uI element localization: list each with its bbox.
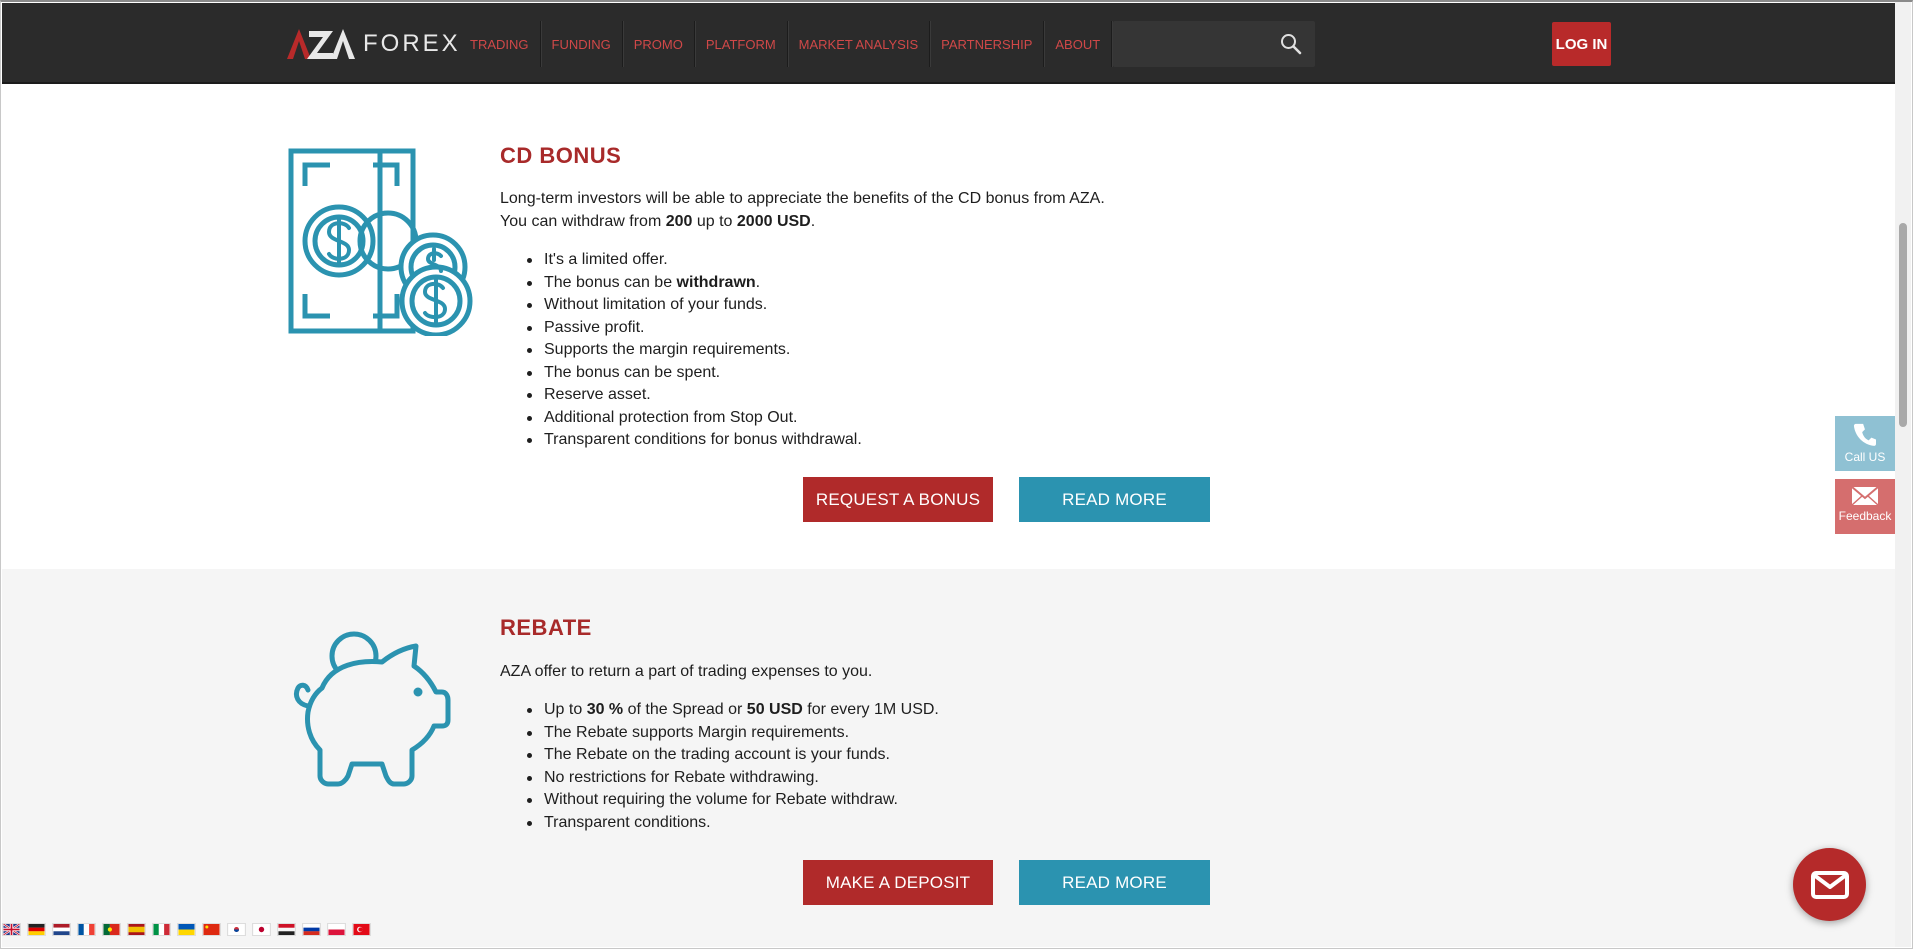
nav-promo[interactable]: PROMO xyxy=(623,21,695,67)
feedback-widget[interactable] xyxy=(1835,479,1895,534)
list-item: No restrictions for Rebate withdrawing. xyxy=(544,767,1144,790)
page-scrollbar[interactable] xyxy=(1895,2,1911,947)
search-box xyxy=(1113,21,1315,67)
list-item: Passive profit. xyxy=(544,317,1144,340)
flag-ukraine-icon[interactable] xyxy=(177,923,196,936)
list-item: The bonus can be withdrawn. xyxy=(544,272,1144,295)
cd-bonus-intro-line1: Long-term investors will be able to appreciate the benefits of the CD bonus from AZA. xyxy=(500,190,1105,207)
flag-uk-icon[interactable] xyxy=(2,923,21,936)
main-nav xyxy=(459,21,1112,67)
cd-bonus-intro xyxy=(500,187,1200,233)
flag-turkey-icon[interactable] xyxy=(352,923,371,936)
cd-bonus-title: CD BONUS xyxy=(500,143,622,168)
site-header xyxy=(2,3,1895,84)
cd-bonus-min-amount: 200 xyxy=(665,213,693,230)
list-item: Transparent conditions. xyxy=(544,812,1144,835)
cd-bonus-intro-line2: You can withdraw from 200 up to 2000 USD. xyxy=(500,213,816,230)
flag-portugal-icon[interactable] xyxy=(102,923,121,936)
flag-italy-icon[interactable] xyxy=(152,923,171,936)
flag-japan-icon[interactable] xyxy=(252,923,271,936)
flag-china-icon[interactable] xyxy=(202,923,221,936)
rebate-read-more-button[interactable]: READ MORE xyxy=(1019,860,1210,905)
search-input[interactable] xyxy=(1113,21,1273,67)
money-bill-coins-icon xyxy=(287,148,477,336)
list-item: Supports the margin requirements. xyxy=(544,339,1144,362)
envelope-icon xyxy=(1811,871,1849,899)
phone-icon xyxy=(1853,422,1877,448)
rebate-list xyxy=(544,699,1144,834)
nav-partnership[interactable]: PARTNERSHIP xyxy=(930,21,1044,67)
flag-arabic-icon[interactable] xyxy=(277,923,296,936)
mail-chat-button[interactable] xyxy=(1793,848,1866,921)
login-button[interactable]: LOG IN xyxy=(1552,22,1611,66)
flag-korea-icon[interactable] xyxy=(227,923,246,936)
flag-russia-icon[interactable] xyxy=(302,923,321,936)
rebate-usd: 50 USD xyxy=(746,701,803,718)
cd-bonus-read-more-button[interactable]: READ MORE xyxy=(1019,477,1210,522)
scrollbar-thumb[interactable] xyxy=(1899,223,1907,427)
list-item: It's a limited offer. xyxy=(544,249,1144,272)
search-icon[interactable] xyxy=(1279,32,1303,56)
list-item: The Rebate supports Margin requirements. xyxy=(544,722,1144,745)
list-item: Up to 30 % of the Spread or 50 USD for every 1M USD. xyxy=(544,699,1144,722)
flag-poland-icon[interactable] xyxy=(327,923,346,936)
list-item: Reserve asset. xyxy=(544,384,1144,407)
cd-bonus-max-amount: 2000 USD xyxy=(736,213,811,230)
request-bonus-button[interactable]: REQUEST A BONUS xyxy=(803,477,993,522)
flag-netherlands-icon[interactable] xyxy=(52,923,71,936)
piggy-bank-icon xyxy=(292,626,472,796)
flag-france-icon[interactable] xyxy=(77,923,96,936)
logo[interactable] xyxy=(287,27,461,61)
list-item: Without requiring the volume for Rebate withdraw. xyxy=(544,789,1144,812)
envelope-icon xyxy=(1851,485,1879,507)
cd-bonus-list xyxy=(544,249,1144,452)
flag-germany-icon[interactable] xyxy=(27,923,46,936)
nav-platform[interactable]: PLATFORM xyxy=(695,21,788,67)
feedback-label: Feedback xyxy=(1838,509,1892,523)
list-item: Transparent conditions for bonus withdrawal. xyxy=(544,429,1144,452)
list-item: Without limitation of your funds. xyxy=(544,294,1144,317)
rebate-title: REBATE xyxy=(500,615,592,640)
nav-about[interactable]: ABOUT xyxy=(1044,21,1112,67)
logo-text: FOREX xyxy=(363,30,461,57)
rebate-percent: 30 % xyxy=(586,701,624,718)
aza-logo-mark-icon xyxy=(287,27,357,61)
rebate-intro: AZA offer to return a part of trading expenses to you. xyxy=(500,663,873,680)
call-us-widget[interactable] xyxy=(1835,416,1895,471)
flag-spain-icon[interactable] xyxy=(127,923,146,936)
list-item: The Rebate on the trading account is your funds. xyxy=(544,744,1144,767)
nav-funding[interactable]: FUNDING xyxy=(541,21,623,67)
language-flags xyxy=(2,923,377,937)
nav-market-analysis[interactable]: MARKET ANALYSIS xyxy=(788,21,930,67)
nav-trading[interactable]: TRADING xyxy=(459,21,541,67)
list-item: The bonus can be spent. xyxy=(544,362,1144,385)
list-item: Additional protection from Stop Out. xyxy=(544,407,1144,430)
call-us-label: Call US xyxy=(1844,450,1886,464)
make-deposit-button[interactable]: MAKE A DEPOSIT xyxy=(803,860,993,905)
